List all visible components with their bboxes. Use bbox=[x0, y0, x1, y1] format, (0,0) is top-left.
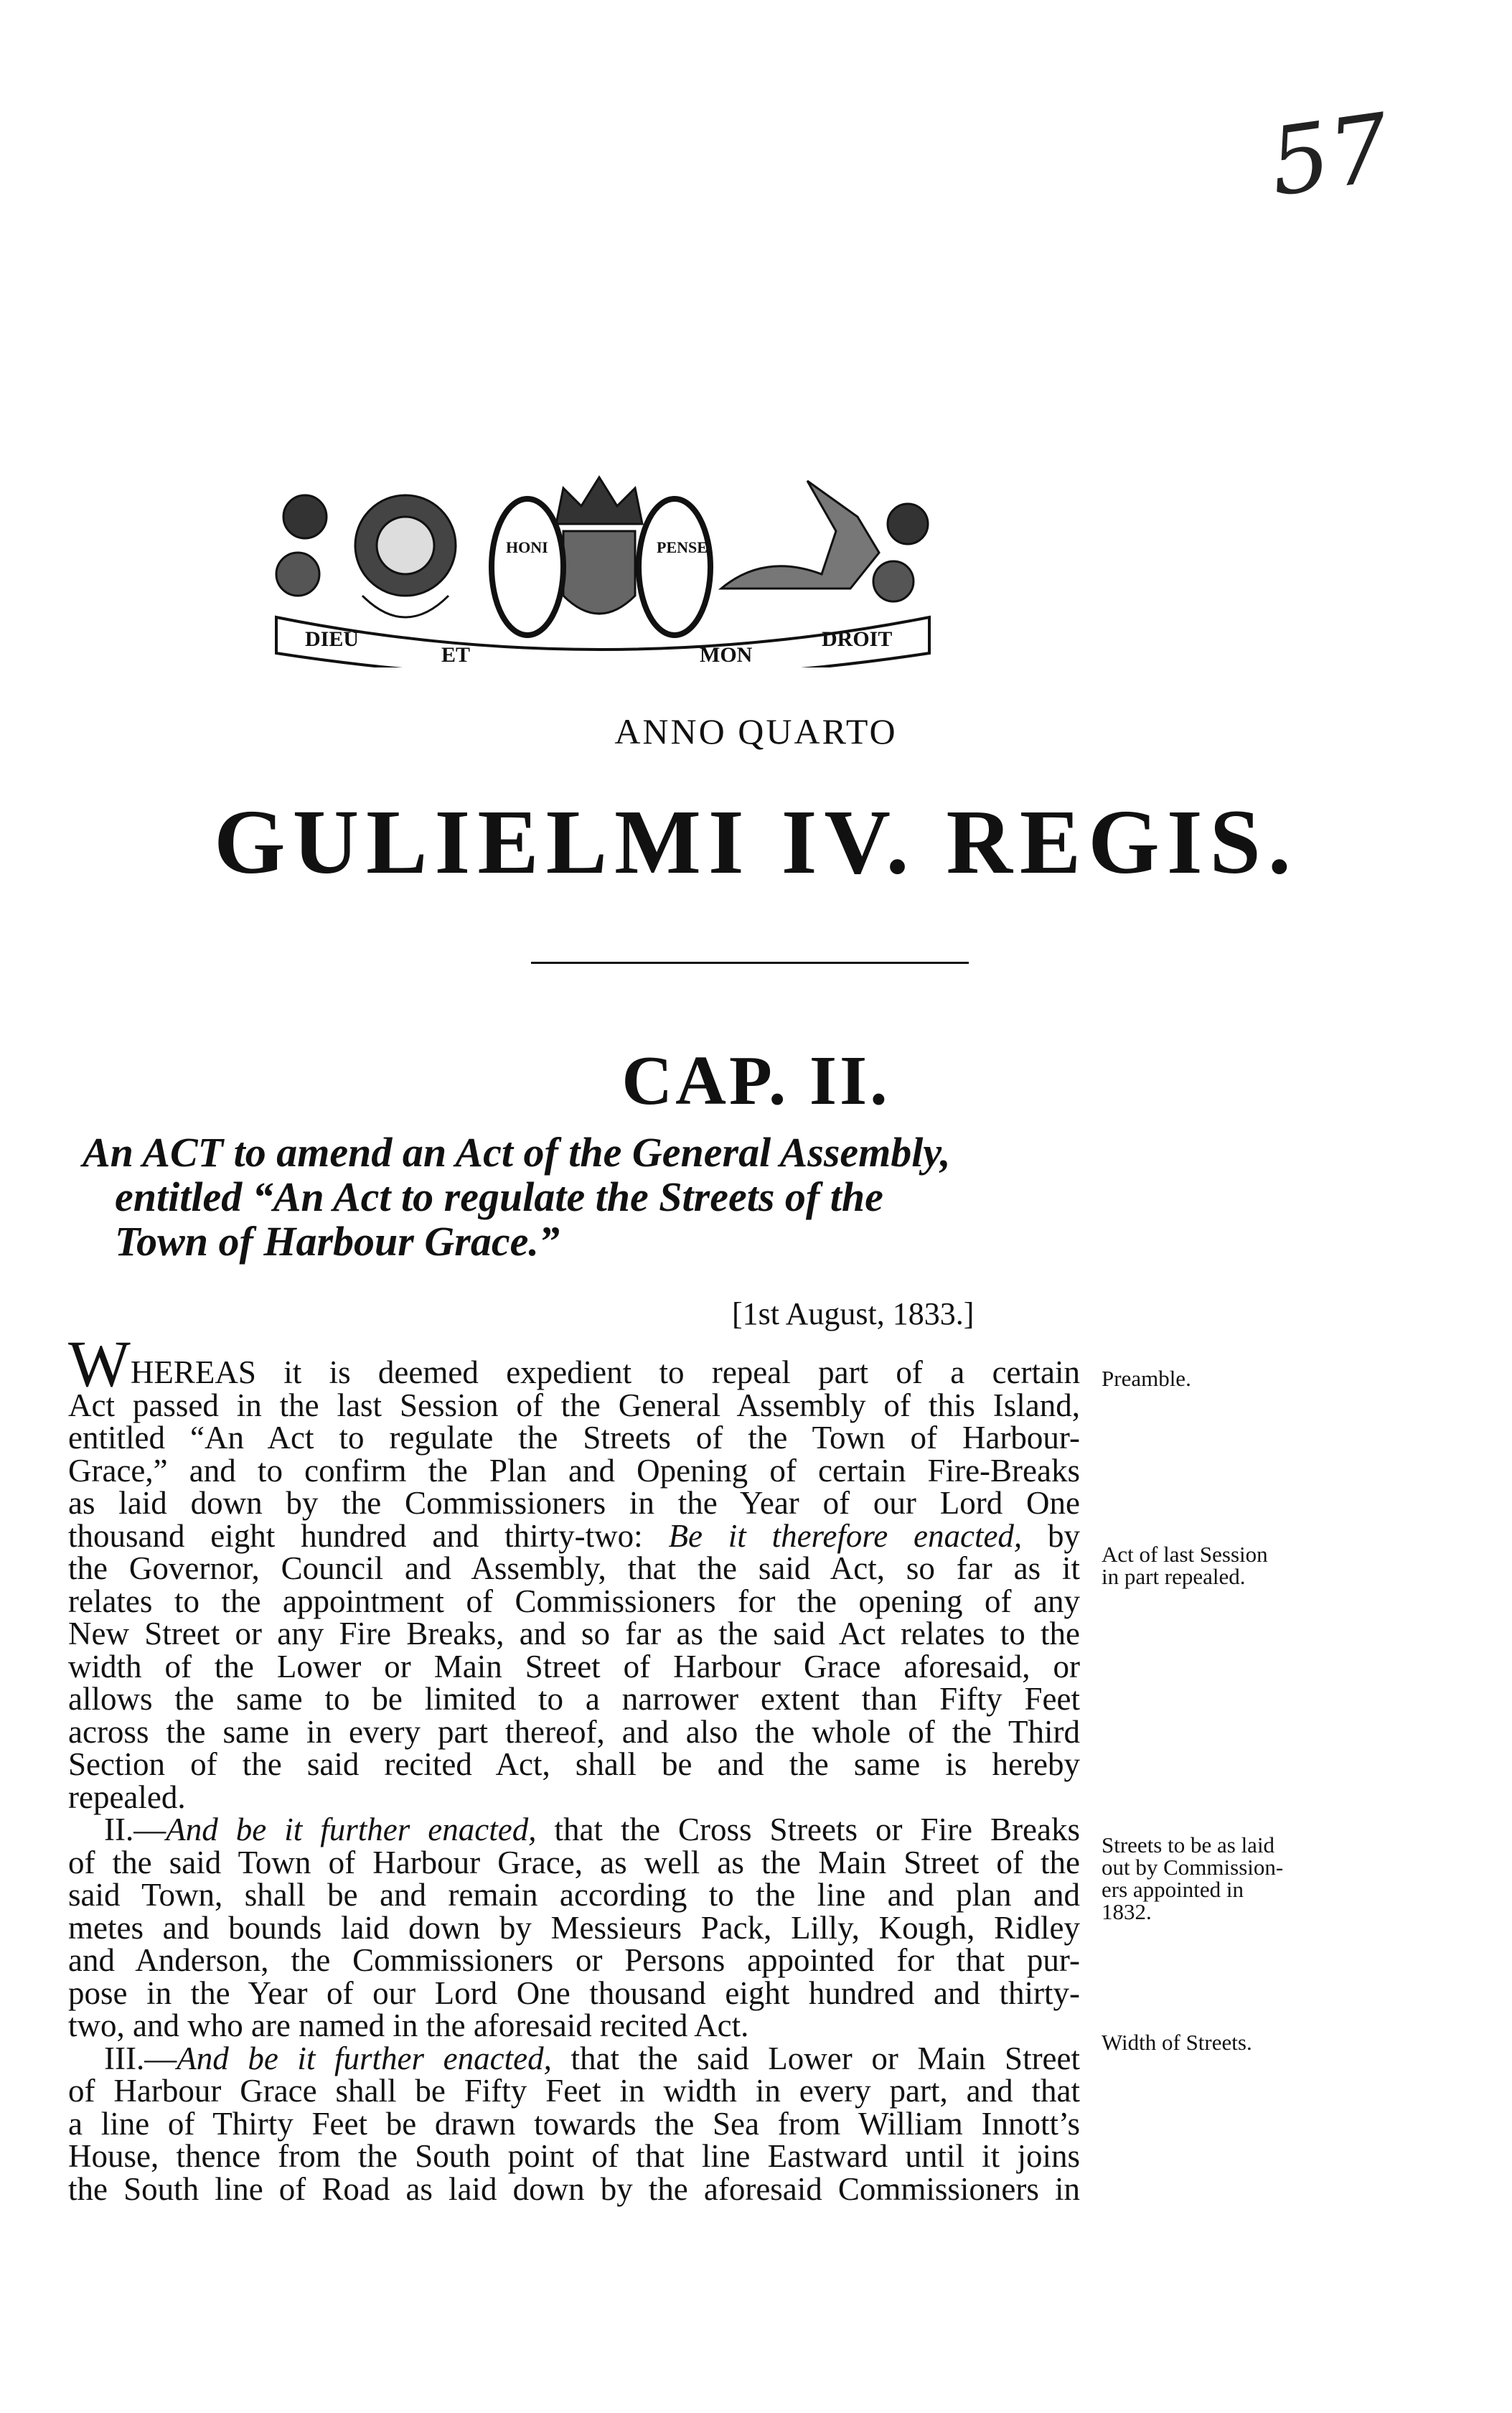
body-line: relates to the appointment of Commissioners for the opening of any bbox=[68, 1583, 1080, 1619]
body-line: said Town, shall be and remain according to the line and plan and bbox=[68, 1877, 1080, 1913]
body-line: the Governor, Council and Assembly, that the said Act, so far as it bbox=[68, 1550, 1080, 1586]
body-line: House, thence from the South point of that line Eastward until it joins bbox=[68, 2138, 1080, 2174]
motto-word: DIEU bbox=[305, 627, 360, 651]
unicorn bbox=[721, 481, 879, 589]
body-line: the South line of Road as laid down by the aforesaid Commissioners in bbox=[68, 2170, 1080, 2207]
body-line: allows the same to be limited to a narrower extent than Fifty Feet bbox=[68, 1681, 1080, 1717]
margin-note-streets: Streets to be as laid out by Commission- ers appointed in 1832. bbox=[1102, 1832, 1284, 1924]
title-line: Town of Harbour Grace.” bbox=[115, 1218, 560, 1265]
body-line: of Harbour Grace shall be Fifty Feet in width in every part, and that bbox=[68, 2073, 1080, 2109]
margin-note-preamble: Preamble. bbox=[1102, 1366, 1191, 1391]
act-date: [1st August, 1833.] bbox=[732, 1296, 975, 1331]
regnal-heading: GULIELMI IV. REGIS. bbox=[214, 791, 1298, 893]
page-number: 57 bbox=[1263, 93, 1396, 217]
crown bbox=[556, 477, 642, 524]
garter-word: HONI bbox=[506, 538, 548, 556]
body-line: III.—And be it further enacted, that the said Lower or Main Street bbox=[104, 2040, 1081, 2076]
margin-note-width: Width of Streets. bbox=[1102, 2030, 1252, 2055]
body-line: pose in the Year of our Lord One thousand eight hundred and thirty- bbox=[68, 1974, 1080, 2011]
motto-word: ET bbox=[441, 643, 471, 667]
chapter-heading: CAP. II. bbox=[621, 1042, 891, 1120]
motto-word: MON bbox=[700, 643, 753, 667]
body-line: width of the Lower or Main Street of Harbour Grace aforesaid, or bbox=[68, 1648, 1080, 1685]
royal-crest bbox=[262, 467, 944, 667]
body-line: II.—And be it further enacted, that the Cross Streets or Fire Breaks bbox=[104, 1812, 1081, 1847]
anno-heading: ANNO QUARTO bbox=[614, 711, 898, 751]
divider-rule bbox=[531, 962, 969, 964]
body-line: entitled “An Act to regulate the Streets of the Town of Harbour- bbox=[68, 1420, 1080, 1456]
body-line: metes and bounds laid down by Messieurs Pack, Lilly, Kough, Ridley bbox=[68, 1909, 1080, 1946]
act-title bbox=[83, 1130, 1102, 1264]
body-line: thousand eight hundred and thirty-two: Be it therefore enacted, by bbox=[68, 1517, 1081, 1554]
body-line: two, and who are named in the aforesaid recited Act. bbox=[68, 2007, 749, 2043]
body-line: Section of the said recited Act, shall be and the same is hereby bbox=[68, 1746, 1080, 1782]
body-line: across the same in every part thereof, and also the whole of the Third bbox=[68, 1713, 1080, 1750]
garter-word: PENSE bbox=[657, 538, 708, 556]
act-body bbox=[68, 1327, 1081, 2207]
shield bbox=[563, 531, 635, 614]
body-line: as laid down by the Commissioners in the Year of our Lord One bbox=[68, 1485, 1080, 1521]
motto-word: DROIT bbox=[822, 627, 893, 651]
body-line: New Street or any Fire Breaks, and so far as the said Act relates to the bbox=[68, 1616, 1080, 1651]
body-line: repealed. bbox=[68, 1779, 186, 1815]
body-line: and Anderson, the Commissioners or Persons appointed for that pur- bbox=[68, 1942, 1080, 1978]
title-line: entitled “An Act to regulate the Streets of the bbox=[115, 1173, 883, 1220]
body-line: of the said Town of Harbour Grace, as well as the Main Street of the bbox=[68, 1844, 1080, 1880]
margin-note-repealed: Act of last Session in part repealed. bbox=[1102, 1542, 1268, 1589]
body-line: WHEREAS it is deemed expedient to repeal part of a certain bbox=[68, 1327, 1080, 1400]
title-line: An ACT to amend an Act of the General Assembly, bbox=[83, 1129, 951, 1176]
body-line: Grace,” and to confirm the Plan and Opening of certain Fire-Breaks bbox=[68, 1452, 1080, 1489]
dropcap: W bbox=[68, 1327, 131, 1400]
body-line: Act passed in the last Session of the General Assembly of this Island, bbox=[68, 1387, 1080, 1423]
body-line: a line of Thirty Feet be drawn towards the Sea from William Innott’s bbox=[68, 2105, 1080, 2142]
